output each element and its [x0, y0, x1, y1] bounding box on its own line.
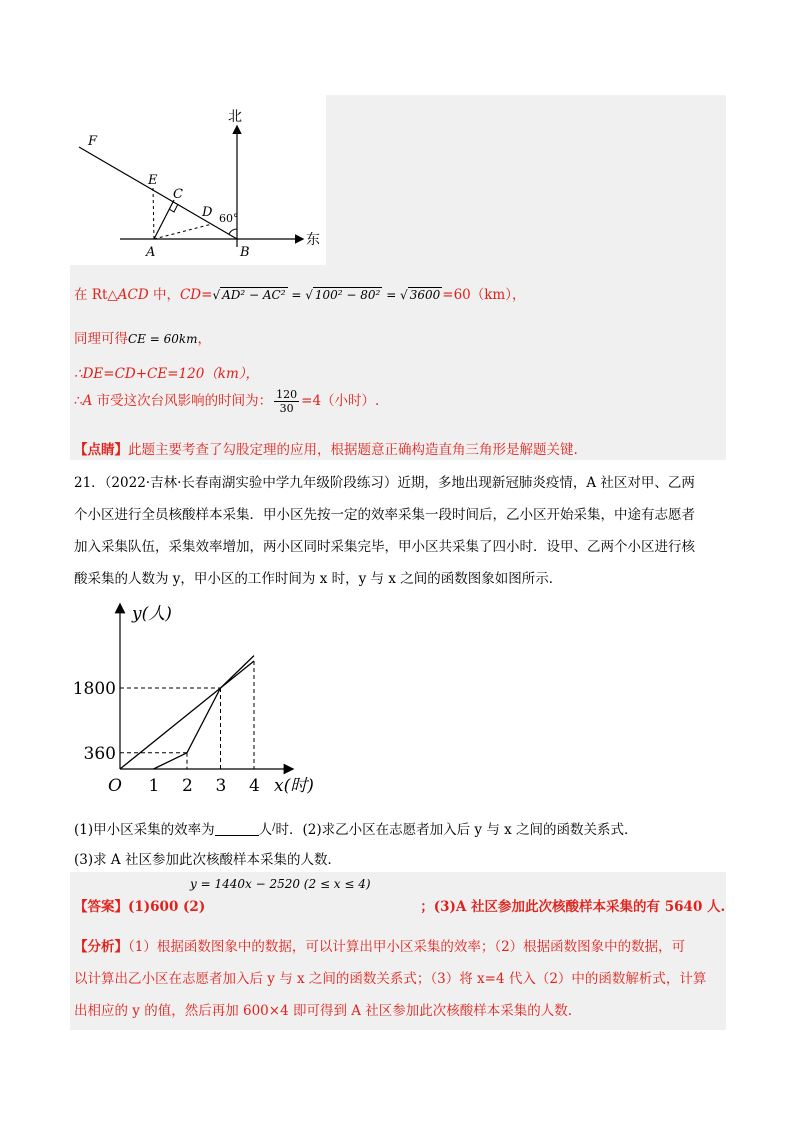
analysis-line-2: 以计算出乙小区在志愿者加入后 y 与 x 之间的函数关系式；（3）将 x=4 代入（2）中的函数解析式，计算 — [74, 971, 707, 987]
x-tick-label: 2 — [182, 776, 193, 796]
label-d: D — [202, 205, 213, 220]
y-axis-label: y(人) — [132, 604, 172, 624]
x-axis-label: x(时) — [274, 776, 314, 796]
comment-line: 【点睛】此题主要考查了勾股定理的应用，根据题意正确构造直角三角形是解题关键. — [74, 442, 578, 458]
label-north: 北 — [228, 109, 242, 125]
function-chart — [70, 595, 330, 800]
solution-line-4: ∴A 市受这次台风影响的时间为： $\frac{120}{30}$ =4（小时）. — [74, 388, 380, 415]
x-tick-label: 3 — [215, 776, 227, 796]
line-ad — [154, 224, 212, 239]
analysis-line-1: 【分析】（1）根据函数图象中的数据，可以计算出甲小区采集的效率；（2）根据函数图象中的数据，可 — [74, 939, 686, 955]
line-ae — [153, 188, 154, 239]
problem-line-3: 加入采集队伍，采集效率增加，两小区同时采集完毕，甲小区共采集了四小时．设甲、乙两个小区进行核 — [74, 539, 695, 555]
origin-label: O — [108, 776, 122, 796]
label-b: B — [240, 245, 250, 260]
solution-shade — [326, 95, 726, 265]
label-angle: 60° — [219, 212, 239, 225]
problem-line-1: 21．（2022·吉林·长春南湖实验中学九年级阶段练习）近期，多地出现新冠肺炎疫情，A 社区对甲、乙两 — [74, 475, 695, 491]
label-e: E — [148, 173, 158, 188]
label-east: 东 — [306, 232, 320, 248]
answer-line: 【答案】(1)600 (2) ；(3)A 社区参加此次核酸样本采集的有 5640 人. — [74, 899, 726, 915]
answer-blank — [215, 823, 259, 836]
solution-line-1: 在 Rt△ACD 中，CD=√ AD² − AC² = √ 100² − 80² = √ 3600 =60（km）， — [74, 287, 526, 303]
angle-arc — [229, 229, 237, 234]
x-tick-label: 4 — [249, 776, 260, 796]
question-line-3: (3)求 A 社区参加此次核酸样本采集的人数． — [74, 852, 341, 868]
y-tick-label: 360 — [83, 743, 116, 764]
line-ac — [154, 200, 174, 239]
question-line-1: (1)甲小区采集的效率为 人/时．(2)求乙小区在志愿者加入后 y 与 x 之间的函数关系式． — [74, 822, 638, 838]
solution-line-2: 同理可得CE = 60km， — [74, 331, 212, 347]
problem-line-4: 酸采集的人数为 y，甲小区的工作时间为 x 时，y 与 x 之间的函数图象如图所示． — [74, 571, 563, 587]
label-f: F — [88, 134, 98, 149]
label-c: C — [173, 187, 183, 202]
geometry-figure — [74, 95, 326, 265]
x-tick-label: 1 — [148, 776, 160, 796]
solution-line-3: ∴DE=CD+CE=120（km）， — [74, 366, 260, 382]
fraction: $\frac{120}{30}$ — [276, 388, 298, 415]
y-tick-label: 1800 — [72, 679, 116, 699]
line-fb — [79, 147, 237, 239]
analysis-line-3: 出相应的 y 的值，然后再加 600×4 即可得到 A 社区参加此次核酸样本采集的人数. — [74, 1003, 573, 1019]
label-a: A — [146, 245, 156, 260]
answer-formula: y = 1440x − 2520 (2 ≤ x ≤ 4) — [190, 877, 371, 891]
problem-line-2: 个小区进行全员核酸样本采集．甲小区先按一定的效率采集一段时间后，乙小区开始采集，中途有志愿者 — [74, 507, 695, 523]
